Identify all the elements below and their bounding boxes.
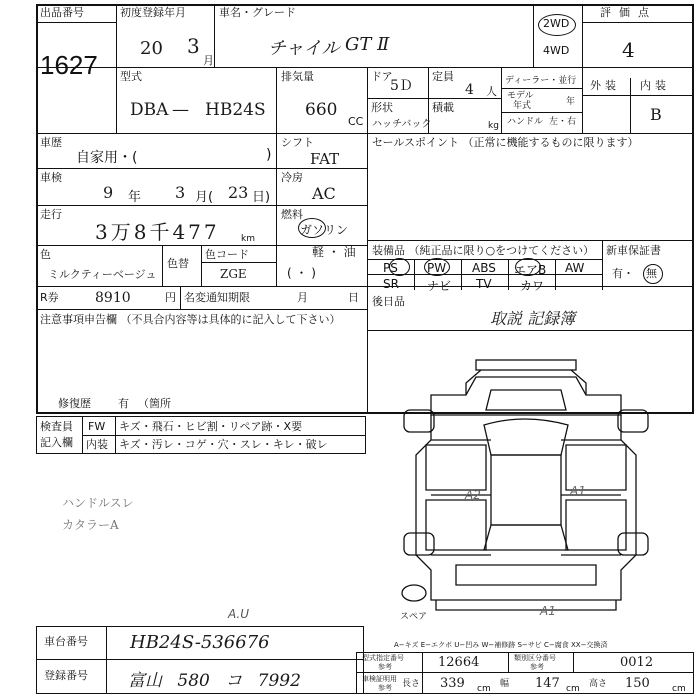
divider bbox=[276, 133, 277, 286]
capacity-label: 定員 bbox=[432, 70, 454, 83]
year-unit: 年 bbox=[566, 97, 576, 107]
divider bbox=[36, 67, 694, 68]
legend-int-label: 内装 bbox=[86, 438, 108, 451]
color-value: ミルクティーベージュ bbox=[48, 268, 157, 281]
divider bbox=[201, 245, 202, 286]
registration-label: 登録番号 bbox=[44, 669, 88, 682]
first-reg-month-unit: 月 bbox=[203, 54, 214, 67]
class-number-label: 類別区分番号 bbox=[514, 654, 556, 662]
divider bbox=[555, 259, 556, 290]
equip-pw: PW bbox=[427, 261, 447, 275]
first-reg-year: 20 bbox=[140, 38, 163, 59]
lot-label: 出品番号 bbox=[40, 6, 84, 19]
divider bbox=[106, 626, 107, 694]
handle-options: 左・右 bbox=[549, 117, 577, 127]
divider bbox=[533, 4, 534, 68]
recycle-label: R券 bbox=[40, 291, 59, 304]
divider bbox=[367, 330, 694, 331]
divider bbox=[36, 22, 116, 23]
first-reg-label: 初度登録年月 bbox=[120, 6, 186, 19]
displacement-unit: CC bbox=[348, 115, 364, 128]
sheet-top-frame bbox=[36, 4, 694, 414]
displacement-label: 排気量 bbox=[281, 70, 314, 83]
inspection-day-unit: 日) bbox=[252, 190, 271, 205]
car-grade: GT Ⅱ bbox=[345, 34, 390, 55]
dealer-label: ディーラー・並行 bbox=[505, 76, 577, 86]
load-unit: kg bbox=[488, 121, 499, 131]
type-number-value: 12664 bbox=[438, 655, 480, 670]
divider bbox=[214, 4, 215, 68]
divider bbox=[582, 4, 583, 68]
divider bbox=[36, 133, 694, 134]
registration-value: 富山 580 コ 7992 bbox=[128, 671, 301, 691]
damage-mark-left-door: A2 bbox=[465, 488, 481, 502]
divider bbox=[501, 67, 502, 133]
divider bbox=[508, 652, 509, 672]
warranty-no: 無 bbox=[646, 267, 657, 280]
inspector-note-2: カタラーA bbox=[62, 518, 119, 532]
legend-fw-label: FW bbox=[88, 420, 106, 433]
inspection-month: 3 bbox=[175, 183, 186, 202]
mileage-label: 走行 bbox=[40, 208, 62, 221]
height-unit: cm bbox=[672, 684, 686, 694]
legend-title-2: 記入欄 bbox=[40, 436, 73, 449]
repair-value: 有 bbox=[118, 397, 129, 410]
divider bbox=[630, 78, 631, 133]
legend-int-codes: キズ・汚レ・コゲ・穴・スレ・キレ・破レ bbox=[119, 438, 328, 451]
handle-label: ハンドル bbox=[507, 117, 544, 127]
color-label: 色 bbox=[40, 248, 51, 261]
repaint-label: 色替 bbox=[167, 257, 189, 270]
shape-value: ハッチバック bbox=[372, 119, 432, 130]
equipment-label: 装備品 （純正品に限り○をつけてください） bbox=[372, 244, 595, 257]
capacity-unit: 人 bbox=[486, 85, 497, 98]
interior-label: 内装 bbox=[640, 79, 670, 92]
length-label: 長さ bbox=[402, 679, 421, 689]
equip-sr: SR bbox=[383, 277, 399, 291]
shift-value: FAT bbox=[310, 150, 340, 168]
inspection-year: 9 bbox=[103, 183, 114, 202]
later-items-label: 後日品 bbox=[372, 295, 405, 308]
length-value: 339 bbox=[440, 676, 465, 691]
lot-number: 1627 bbox=[40, 50, 98, 80]
model-label: 型式 bbox=[120, 70, 142, 83]
fuel-label: 燃料 bbox=[281, 208, 303, 221]
divider bbox=[82, 435, 366, 436]
equip-tv: TV bbox=[476, 277, 492, 291]
equip-leather: カワ bbox=[520, 279, 545, 293]
divider bbox=[582, 95, 694, 96]
equip-aw: AW bbox=[565, 261, 585, 275]
equip-ps: PS bbox=[383, 261, 398, 275]
divider bbox=[367, 240, 694, 241]
divider bbox=[422, 652, 423, 694]
divider bbox=[582, 22, 694, 23]
diagram-legend: A−キズ E−エクボ U−凹み W−補修跡 S−サビ C−腐食 XX−交換済 bbox=[394, 641, 608, 649]
spare-label: スペア bbox=[400, 612, 428, 622]
divider bbox=[508, 259, 509, 290]
exterior-label: 外装 bbox=[590, 79, 620, 92]
drive-2wd: 2WD bbox=[543, 17, 570, 30]
legend-fw-codes: キズ・飛石・ヒビ割・リペア跡・X要 bbox=[119, 420, 303, 433]
drive-4wd: 4WD bbox=[543, 44, 570, 57]
shape-label: 形状 bbox=[371, 101, 393, 114]
model-year-label: モデル bbox=[507, 91, 534, 101]
vc-sub: 参考 bbox=[378, 684, 392, 692]
equip-abs: ABS bbox=[472, 261, 496, 275]
divider bbox=[356, 672, 694, 673]
divider bbox=[414, 259, 415, 290]
damage-mark-right-door: A1 bbox=[570, 484, 586, 498]
warranty-label: 新車保証書 bbox=[606, 244, 661, 257]
divider bbox=[367, 67, 368, 133]
inspection-label: 車検 bbox=[40, 171, 62, 184]
fuel-gas: ガソリン bbox=[300, 223, 349, 237]
history-value: 自家用・( bbox=[76, 150, 138, 166]
model-code: HB24S bbox=[205, 100, 266, 120]
mileage-value: 3万8千477 bbox=[95, 220, 220, 244]
class-number-sub: 参考 bbox=[530, 663, 544, 671]
divider bbox=[36, 286, 694, 287]
interior-value: B bbox=[650, 105, 662, 124]
divider bbox=[162, 245, 163, 286]
divider bbox=[276, 67, 277, 133]
length-unit: cm bbox=[477, 684, 491, 694]
divider bbox=[602, 240, 603, 290]
first-reg-month: 3 bbox=[187, 34, 200, 58]
legend-title-1: 検査員 bbox=[40, 420, 73, 433]
name-change-month: 月 bbox=[297, 291, 308, 304]
inspection-day: 23 bbox=[228, 183, 249, 202]
history-label: 車歴 bbox=[40, 136, 62, 149]
color-code-label: 色コード bbox=[205, 248, 249, 261]
score-value: 4 bbox=[622, 38, 635, 62]
divider bbox=[180, 286, 181, 309]
divider bbox=[501, 112, 583, 113]
type-number-sub: 参考 bbox=[378, 663, 392, 671]
history-close: ) bbox=[266, 147, 272, 163]
divider bbox=[367, 98, 501, 99]
name-change-day: 日 bbox=[348, 291, 359, 304]
car-damage-diagram bbox=[396, 355, 652, 620]
divider bbox=[36, 659, 364, 660]
divider bbox=[573, 652, 574, 672]
doors-label: ドア bbox=[371, 70, 393, 83]
ac-value: AC bbox=[312, 184, 336, 203]
damage-mark-bottom: A.U bbox=[228, 607, 250, 621]
divider bbox=[582, 67, 583, 133]
equip-airbag: エアB bbox=[514, 263, 547, 277]
inspection-month-unit: 月( bbox=[195, 190, 214, 205]
divider bbox=[501, 88, 583, 89]
warranty-yes: 有・ bbox=[612, 267, 634, 280]
vc-label: 車検証明用 bbox=[362, 675, 397, 683]
repair-label: 修復歴 bbox=[58, 397, 91, 410]
mileage-unit: km bbox=[241, 234, 255, 244]
height-label: 高さ bbox=[589, 679, 608, 689]
score-label: 評価点 bbox=[600, 6, 657, 19]
capacity-value: 4 bbox=[465, 82, 474, 98]
chassis-label: 車台番号 bbox=[44, 635, 88, 648]
recycle-unit: 円 bbox=[165, 291, 176, 304]
fuel-other: ( ・ ) bbox=[287, 266, 316, 280]
divider bbox=[116, 4, 117, 134]
sales-label: セールスポイント （正常に機能するものに限ります） bbox=[372, 136, 639, 149]
car-name-label: 車名・グレード bbox=[219, 6, 296, 19]
type-number-label: 型式指定番号 bbox=[362, 654, 404, 662]
divider bbox=[36, 205, 367, 206]
inspection-year-unit: 年 bbox=[128, 190, 142, 205]
recycle-value: 8910 bbox=[95, 290, 131, 306]
shift-label: シフト bbox=[281, 136, 314, 149]
name-change-label: 名変通知期限 bbox=[184, 291, 250, 304]
repair-place: （箇所 bbox=[138, 397, 171, 410]
inspector-note-1: ハンドルスレ bbox=[62, 496, 134, 510]
color-code-value: ZGE bbox=[220, 267, 247, 281]
divider bbox=[201, 262, 276, 263]
divider bbox=[36, 168, 367, 169]
displacement-value: 660 bbox=[305, 100, 338, 120]
car-name: チャイル bbox=[268, 38, 340, 59]
width-value: 147 bbox=[535, 676, 560, 691]
height-value: 150 bbox=[625, 676, 650, 691]
width-label: 幅 bbox=[500, 679, 510, 689]
fuel-diesel: 軽 ・ 油 bbox=[312, 245, 356, 259]
damage-mark-rear: A1 bbox=[540, 604, 556, 618]
ac-label: 冷房 bbox=[281, 171, 303, 184]
year-label: 年式 bbox=[513, 101, 532, 111]
divider bbox=[36, 309, 367, 310]
model-prefix: DBA bbox=[130, 100, 169, 120]
load-label: 積載 bbox=[432, 101, 454, 114]
later-items-value: 取説 記録簿 bbox=[490, 309, 576, 328]
class-number-value: 0012 bbox=[620, 655, 654, 670]
equip-navi: ナビ bbox=[427, 279, 452, 293]
doors-value: 5Ｄ bbox=[390, 78, 413, 94]
width-unit: cm bbox=[566, 684, 580, 694]
chassis-value: HB24S-536676 bbox=[130, 632, 270, 653]
notes-label: 注意事項申告欄 （不具合内容等は具体的に記入して下さい） bbox=[40, 313, 341, 326]
divider bbox=[461, 259, 462, 290]
